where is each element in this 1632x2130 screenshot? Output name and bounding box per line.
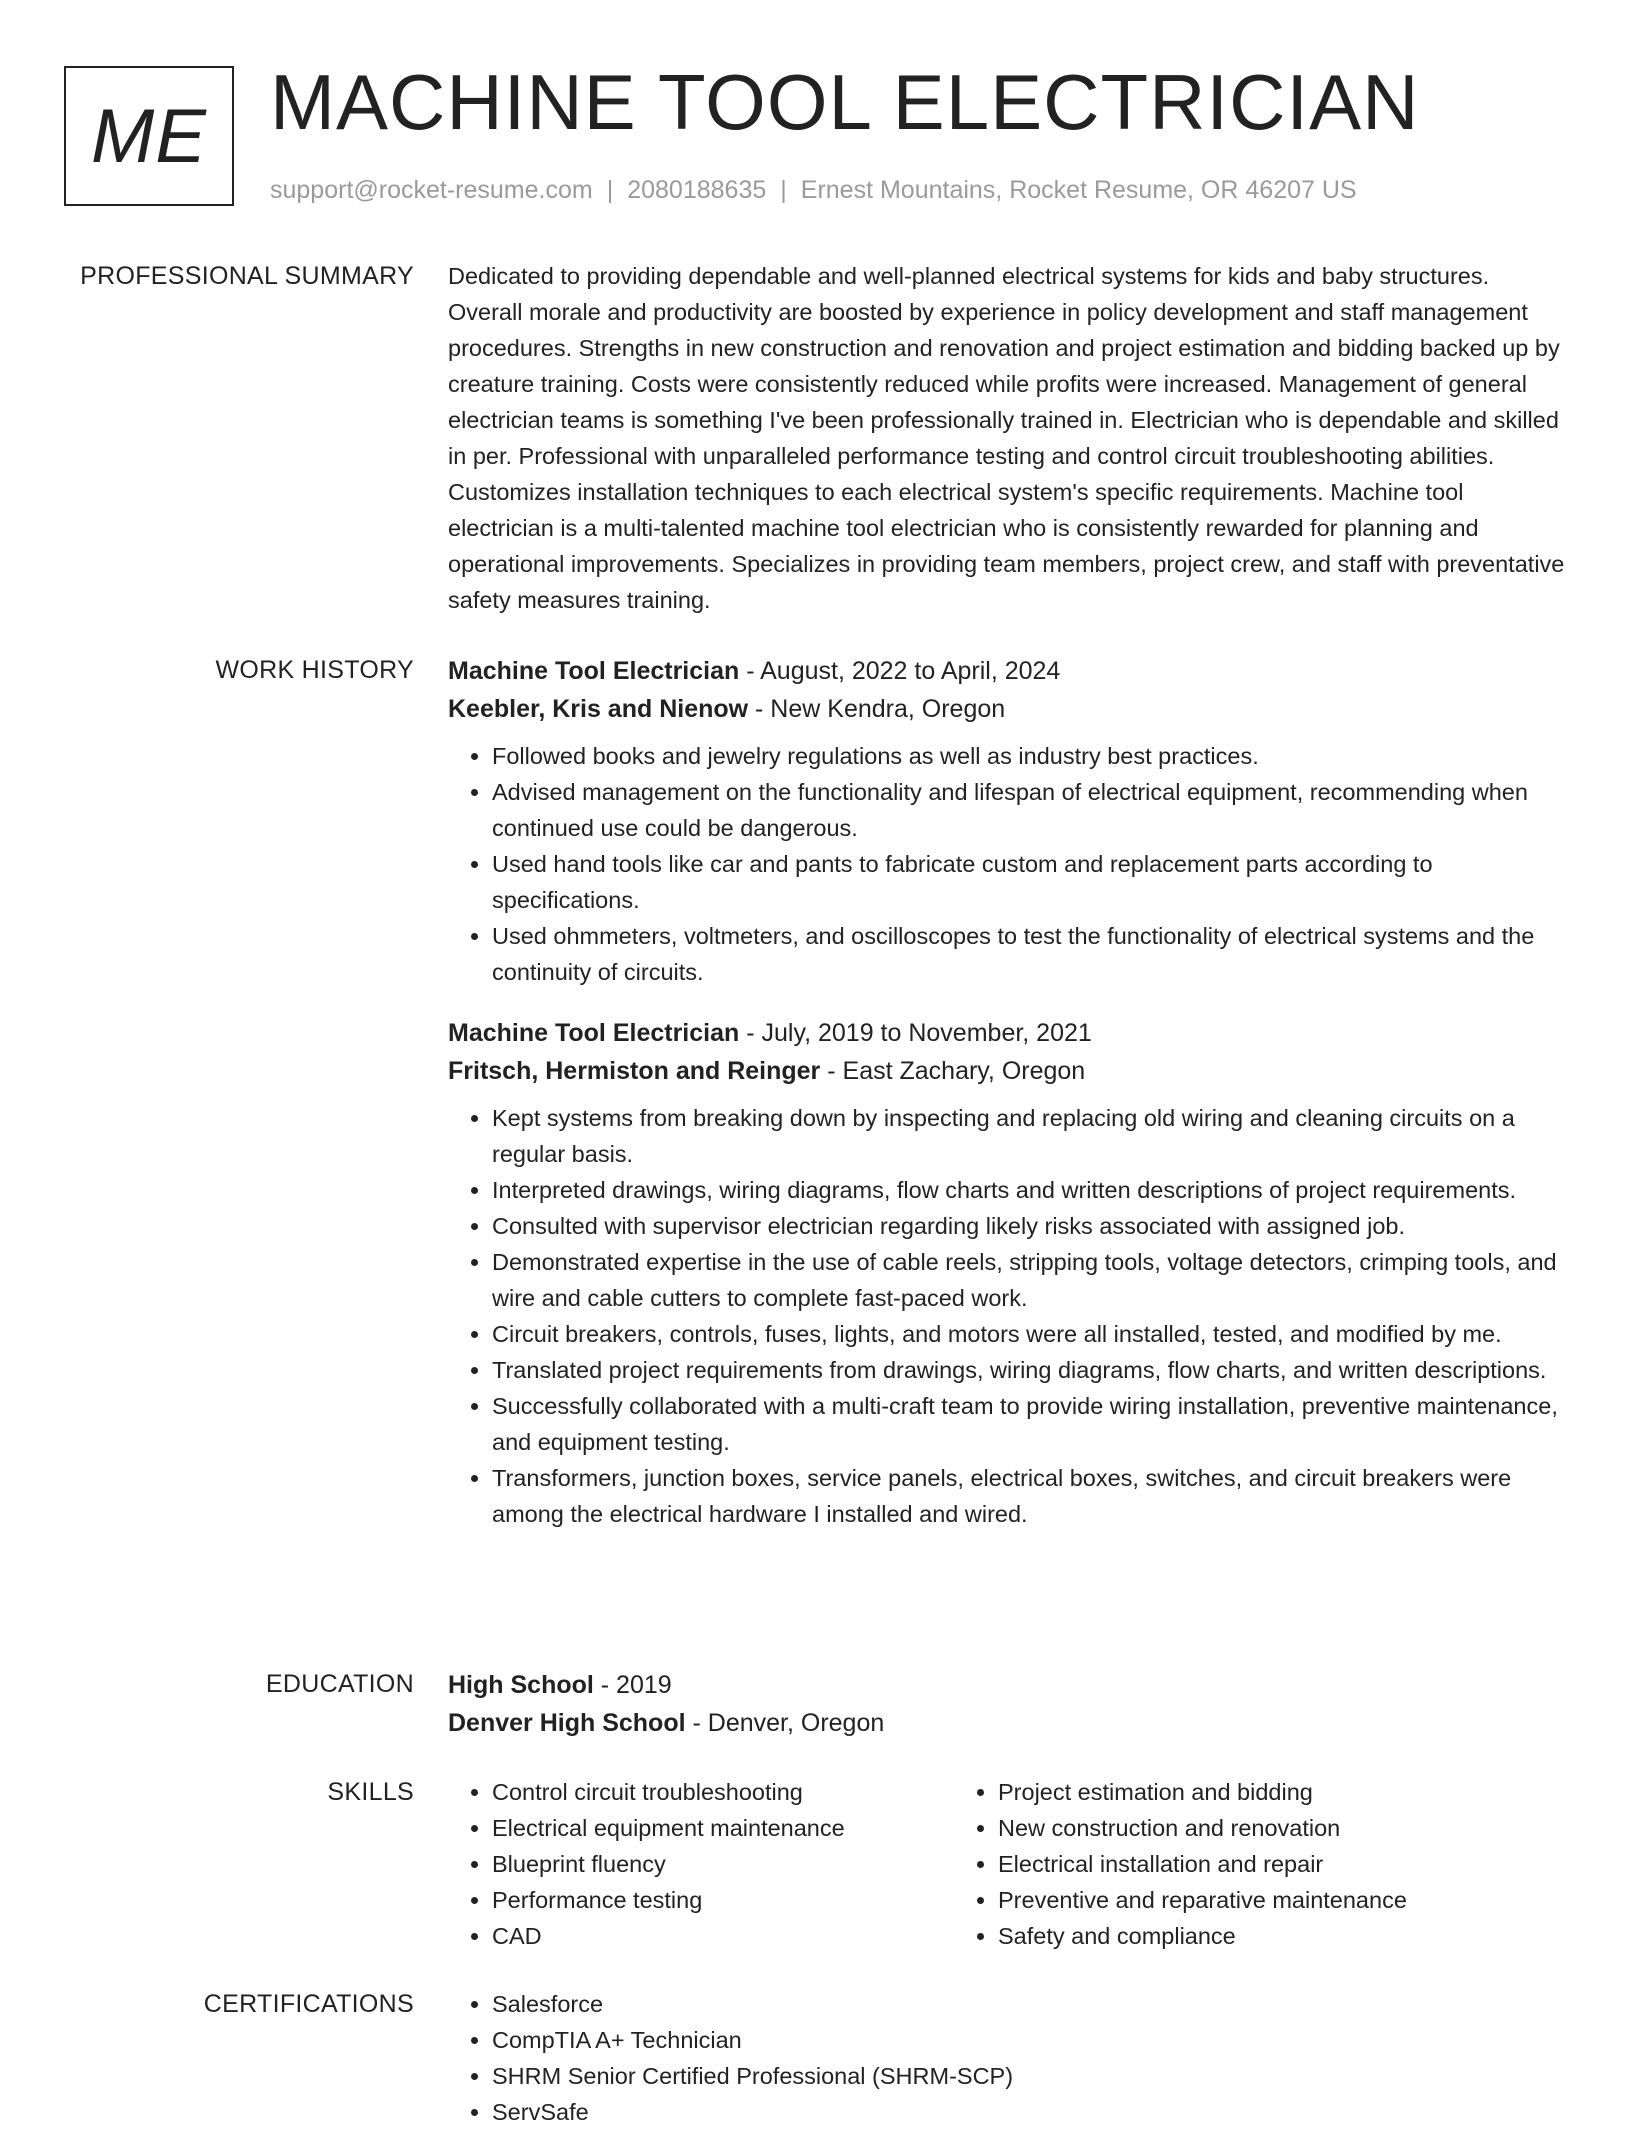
job-entry: [448, 652, 1568, 990]
job-bullet: • Successfully collaborated with a multi-craft team to provide wiring installation, preventive maintenance, and equipment testing.: [492, 1388, 1568, 1460]
job-bullet: • Kept systems from breaking down by inspecting and replacing old wiring and cleaning circuits on a regular basis.: [492, 1100, 1568, 1172]
certification-item: • Salesforce: [492, 1986, 1568, 2022]
skill-item: • Project estimation and bidding: [998, 1774, 1460, 1810]
section-title-skills: SKILLS: [327, 1778, 414, 1806]
job-bullets: [448, 738, 1568, 990]
job-company-line: [448, 690, 1568, 728]
job-bullet: • Advised management on the functionality and lifespan of electrical equipment, recommending when continued use could be dangerous.: [492, 774, 1568, 846]
job-dates: - August, 2022 to April, 2024: [739, 657, 1061, 685]
certifications-list: [448, 1986, 1568, 2130]
candidate-title: MACHINE TOOL ELECTRICIAN: [270, 58, 1420, 146]
certification-item: • SHRM Senior Certified Professional (SHRM-SCP): [492, 2058, 1568, 2094]
skills-columns: [448, 1774, 1568, 1954]
skill-item: • Safety and compliance: [998, 1918, 1460, 1954]
job-bullet: • Used hand tools like car and pants to fabricate custom and replacement parts according to specifications.: [492, 846, 1568, 918]
job-bullet: • Interpreted drawings, wiring diagrams, flow charts and written descriptions of project requirements.: [492, 1172, 1568, 1208]
education-school: Denver High School: [448, 1709, 686, 1737]
education-location: - Denver, Oregon: [685, 1709, 885, 1737]
education-year: - 2019: [593, 1671, 672, 1699]
skill-item: • Performance testing: [492, 1882, 954, 1918]
education-body: [448, 1666, 1568, 1742]
job-bullet: • Followed books and jewelry regulations as well as industry best practices.: [492, 738, 1568, 774]
job-role-line: [448, 652, 1568, 690]
skill-item: • Preventive and reparative maintenance: [998, 1882, 1460, 1918]
job-entry: [448, 1014, 1568, 1532]
work-body: [448, 652, 1568, 1552]
certification-item: • CompTIA A+ Technician: [492, 2022, 1568, 2058]
job-location: - New Kendra, Oregon: [748, 695, 1006, 723]
contact-address: Ernest Mountains, Rocket Resume, OR 46207 US: [800, 176, 1357, 204]
job-bullet: • Translated project requirements from drawings, wiring diagrams, flow charts, and written descriptions.: [492, 1352, 1568, 1388]
section-title-certifications: CERTIFICATIONS: [203, 1990, 414, 2018]
skill-item: • CAD: [492, 1918, 954, 1954]
job-bullet: • Consulted with supervisor electrician regarding likely risks associated with assigned job.: [492, 1208, 1568, 1244]
education-school-line: [448, 1704, 1568, 1742]
skills-body: [448, 1774, 1568, 1954]
section-title-education: EDUCATION: [265, 1670, 414, 1698]
job-bullet: • Circuit breakers, controls, fuses, lights, and motors were all installed, tested, and modified by me.: [492, 1316, 1568, 1352]
job-bullet: • Used ohmmeters, voltmeters, and oscilloscopes to test the functionality of electrical systems and the continuity of circuits.: [492, 918, 1568, 990]
education-degree-line: [448, 1666, 1568, 1704]
job-company: Fritsch, Hermiston and Reinger: [448, 1057, 821, 1085]
skill-item: • New construction and renovation: [998, 1810, 1460, 1846]
job-bullets: [448, 1100, 1568, 1532]
contact-email: support@rocket-resume.com: [270, 176, 593, 204]
job-dates: - July, 2019 to November, 2021: [739, 1019, 1092, 1047]
skills-list-left: [448, 1774, 954, 1954]
certification-item: • ServSafe: [492, 2094, 1568, 2130]
job-company-line: [448, 1052, 1568, 1090]
job-role: Machine Tool Electrician: [448, 1019, 740, 1047]
skill-item: • Electrical installation and repair: [998, 1846, 1460, 1882]
section-title-work: WORK HISTORY: [215, 656, 414, 684]
monogram-logo: ME: [64, 66, 234, 206]
contact-separator: |: [780, 176, 787, 204]
contact-separator: |: [606, 176, 614, 204]
skill-item: • Electrical equipment maintenance: [492, 1810, 954, 1846]
summary-text: Dedicated to providing dependable and well-planned electrical systems for kids and baby structures. Overall morale and productivity are boosted by experience in policy development and staff management procedures. Strengths in new construction and renovation and project estimation and bidding backed up by creature training. Costs were consistently reduced while profits were increased. Management of general electrician teams is something I've been professionally trained in. Electrician who is dependable and skilled in per. Professional with unparalleled performance testing and control circuit troubleshooting abilities. Customizes installation techniques to each electrical system's specific requirements. Machine tool electrician is a multi-talented machine tool electrician who is consistently rewarded for planning and operational improvements. Specializes in providing team members, project crew, and staff with preventative safety measures training.: [448, 263, 1565, 613]
job-company: Keebler, Kris and Nienow: [448, 695, 749, 723]
summary-body: [448, 258, 1568, 618]
education-degree: High School: [448, 1671, 594, 1699]
job-role-line: [448, 1014, 1568, 1052]
job-bullet: • Transformers, junction boxes, service panels, electrical boxes, switches, and circuit breakers were among the electrical hardware I installed and wired.: [492, 1460, 1568, 1532]
skill-item: • Control circuit troubleshooting: [492, 1774, 954, 1810]
section-title-summary: PROFESSIONAL SUMMARY: [80, 262, 414, 290]
job-bullet: • Demonstrated expertise in the use of cable reels, stripping tools, voltage detectors, crimping tools, and wire and cable cutters to complete fast-paced work.: [492, 1244, 1568, 1316]
certifications-body: [448, 1986, 1568, 2130]
job-role: Machine Tool Electrician: [448, 657, 740, 685]
job-location: - East Zachary, Oregon: [820, 1057, 1086, 1085]
skill-item: • Blueprint fluency: [492, 1846, 954, 1882]
contact-phone: 2080188635: [627, 176, 767, 204]
skills-list-right: [954, 1774, 1460, 1954]
contact-line: [270, 176, 1357, 205]
